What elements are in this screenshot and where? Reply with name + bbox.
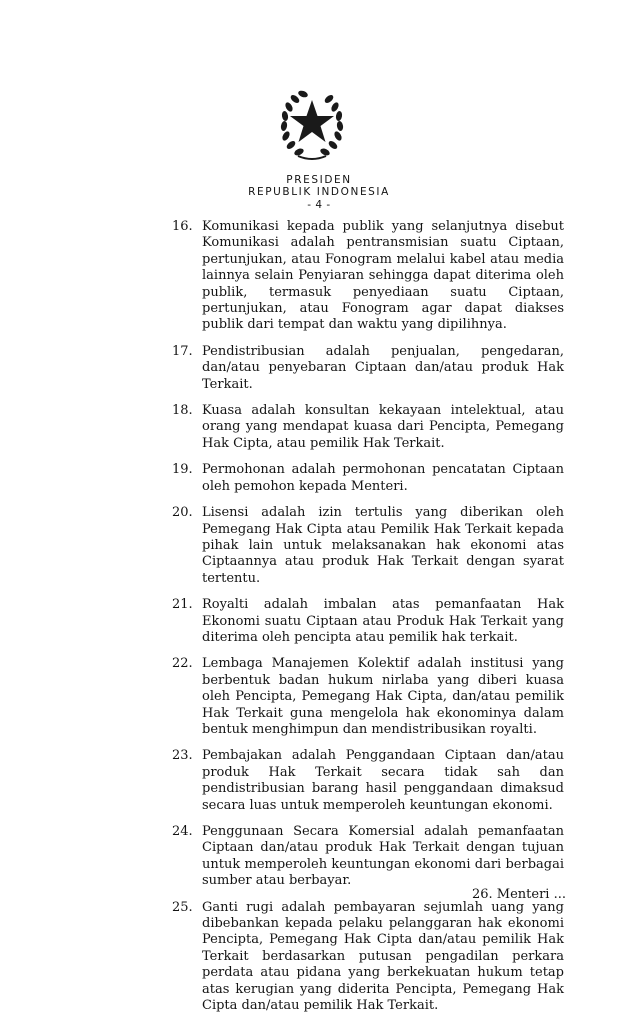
item-number: 20. (172, 505, 193, 521)
list-item (172, 597, 564, 646)
list-item (172, 900, 564, 1015)
item-number: 25. (172, 899, 193, 915)
wreath-right-icon (319, 93, 344, 156)
continuation-text: 26. Menteri ... (471, 887, 566, 902)
item-text: Pendistribusian adalah penjualan, pengedaran, dan/atau penyebaran Ciptaan dan/atau produk Hak Terkait. (202, 343, 564, 392)
item-text: Lisensi adalah izin tertulis yang diberikan oleh Pemegang Hak Cipta atau Pemilik Hak Terkait kepada pihak lain untuk melaksanakan hak ekonomi atas Ciptaannya atau produk Hak Terkait dengan syarat tertentu. (202, 505, 564, 586)
item-number: 19. (172, 462, 193, 478)
item-number: 21. (172, 597, 193, 613)
definitions-list (172, 219, 564, 1024)
item-number: 16. (172, 219, 193, 234)
list-item (172, 748, 564, 814)
page-number: - 4 - (307, 199, 331, 211)
list-item (172, 403, 564, 452)
list-item (172, 656, 564, 738)
header-title-line: PRESIDEN (286, 174, 352, 186)
item-text: Penggunaan Secara Komersial adalah pemanfaatan Ciptaan dan/atau produk Hak Terkait dengan tujuan untuk memperoleh keuntungan ekonomi dari berbagai sumber atau berbayar. (202, 824, 564, 889)
item-text: Komunikasi kepada publik yang selanjutnya disebut Komunikasi adalah pentransmisian suatu Ciptaan, pertunjukan, atau Fonogram melalui kabel atau media lainnya selain Penyiaran sehingga dapat diterima oleh publik, termasuk penyediaan suatu Ciptaan, pertunjukan, atau Fonogram agar dapat diakses publik dari tempat dan waktu yang dipilihnya. (202, 219, 564, 333)
item-number: 23. (172, 748, 193, 764)
item-text: Pembajakan adalah Penggandaan Ciptaan dan/atau produk Hak Terkait secara tidak sah dan pendistribusian barang hasil penggandaan dimaksud secara luas untuk memperoleh keuntungan ekonomi. (202, 748, 564, 813)
header-subtitle-line: REPUBLIK INDONESIA (248, 186, 390, 198)
item-text: Royalti adalah imbalan atas pemanfaatan Hak Ekonomi suatu Ciptaan atau Produk Hak Terkait yang diterima oleh pencipta atau pemilik hak terkait. (202, 597, 564, 645)
item-text: Kuasa adalah konsultan kekayaan intelektual, atau orang yang mendapat kuasa dari Pencipta, Pemegang Hak Cipta, atau pemilik Hak Terkait. (202, 403, 564, 451)
list-item (172, 824, 564, 890)
list-item (172, 462, 564, 495)
item-number: 24. (172, 824, 193, 839)
item-text: Ganti rugi adalah pembayaran sejumlah uang yang dibebankan kepada pelaku pelanggaran hak ekonomi Pencipta, Pemegang Hak Cipta dan/atau pemilik Hak Terkait berdasarkan putusan pengadilan perkara perdata atau pidana yang berkekuatan hukum tetap atas kerugian yang diderita Pencipta, Pemegang Hak Cipta dan/atau pemilik Hak Terkait. (202, 899, 564, 1014)
list-item (172, 344, 564, 393)
item-number: 22. (172, 656, 193, 672)
list-item (172, 505, 564, 587)
presidential-emblem-icon (266, 78, 358, 170)
star-icon (290, 100, 334, 142)
item-text: Permohonan adalah permohonan pencatatan Ciptaan oleh pemohon kepada Menteri. (202, 462, 564, 494)
list-item (172, 219, 564, 334)
item-number: 18. (172, 403, 193, 419)
item-text: Lembaga Manajemen Kolektif adalah institusi yang berbentuk badan hukum nirlaba yang diberi kuasa oleh Pencipta, Pemegang Hak Cipta, dan/atau pemilik Hak Terkait guna mengelola hak ekonominya dalam bentuk menghimpun dan mendistribusikan royalti. (202, 656, 564, 737)
item-number: 17. (172, 343, 193, 359)
